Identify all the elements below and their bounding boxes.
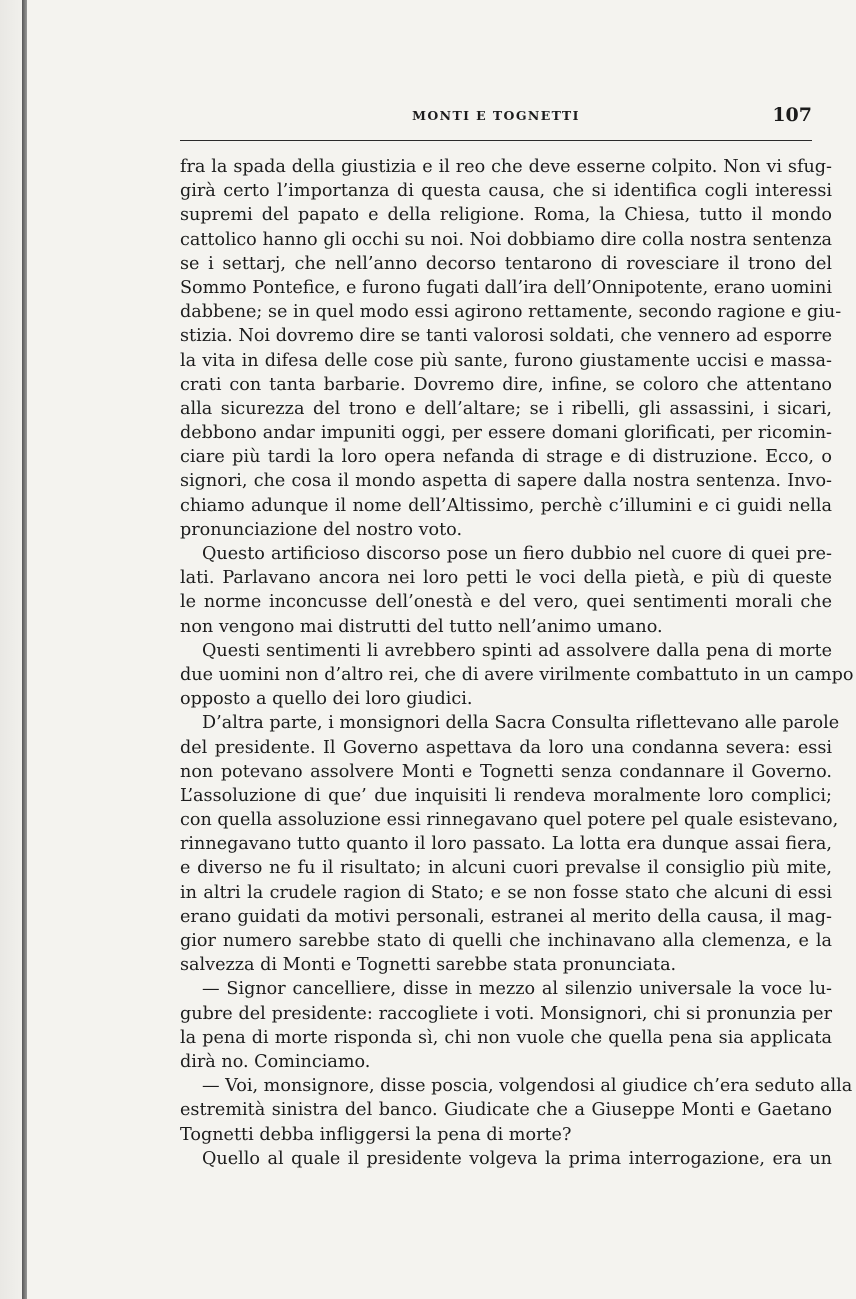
text-line: dabbene; se in quel modo essi agirono rettamente, secondo ragione e giu- <box>180 302 842 323</box>
text-line: e diverso ne fu il risultato; in alcuni cuori prevalse il consiglio più mite, <box>180 858 832 879</box>
page-number: 107 <box>772 104 812 126</box>
text-line: Questo artificioso discorso pose un fiero dubbio nel cuore di quei pre- <box>202 544 832 564</box>
text-line: fra la spada della giustizia e il reo che deve esserne colpito. Non vi sfug- <box>180 157 832 177</box>
text-line: gubre del presidente: raccogliete i voti. Monsignori, chi si pronunzia per <box>180 1003 832 1024</box>
running-title: MONTI E TOGNETTI <box>412 108 580 123</box>
text-line: crati con tanta barbarie. Dovremo dire, infine, se coloro che attentano <box>180 374 832 395</box>
text-line: la pena di morte risponda sì, chi non vuole che quella pena sia applicata <box>180 1027 832 1048</box>
running-head <box>180 104 812 128</box>
text-line: se i settarj, che nell’anno decorso tentarono di rovesciare il trono del <box>180 253 832 274</box>
text-line: salvezza di Monti e Tognetti sarebbe stata pronunciata. <box>180 955 677 976</box>
text-line: Sommo Pontefice, e furono fugati dall’ira dell’Onnipotente, erano uomini <box>180 277 832 298</box>
text-line: pronunciazione del nostro voto. <box>180 519 463 540</box>
text-line: opposto a quello dei loro giudici. <box>180 689 473 710</box>
text-line: — Signor cancelliere, disse in mezzo al silenzio universale la voce lu- <box>202 979 832 1000</box>
text-line: due uomini non d’altro rei, che di avere virilmente combattuto in un campo <box>180 664 854 685</box>
text-line: la vita in difesa delle cose più sante, furono giustamente uccisi e massa- <box>180 350 832 371</box>
text-line: D’altra parte, i monsignori della Sacra Consulta riflettevano alle parole <box>202 713 840 734</box>
text-line: erano guidati da motivi personali, estranei al merito della causa, il mag- <box>180 906 832 927</box>
text-line: Quello al quale il presidente volgeva la prima interrogazione, era un <box>202 1148 832 1169</box>
text-line: L’assoluzione di que’ due inquisiti li rendeva moralmente loro complici; <box>180 785 832 806</box>
text-line: estremità sinistra del banco. Giudicate che a Giuseppe Monti e Gaetano <box>180 1100 832 1121</box>
text-line: Questi sentimenti li avrebbero spinti ad assolvere dalla pena di morte <box>202 640 832 661</box>
text-line: lati. Parlavano ancora nei loro petti le voci della pietà, e più di queste <box>180 568 832 589</box>
text-line: signori, che cosa il mondo aspetta di sapere dalla nostra sentenza. Invo- <box>180 471 832 492</box>
page-binding-edge <box>22 0 27 1299</box>
header-rule <box>180 140 812 141</box>
text-line: Tognetti debba infliggersi la pena di morte? <box>180 1124 572 1145</box>
body-text <box>180 155 854 1171</box>
text-line: ciare più tardi la loro opera nefanda di strage e di distruzione. Ecco, o <box>180 447 832 468</box>
text-line: non vengono mai distrutti del tutto nell’animo umano. <box>180 616 663 637</box>
text-line: del presidente. Il Governo aspettava da loro una condanna severa: essi <box>180 737 832 758</box>
text-line: chiamo adunque il nome dell’Altissimo, perchè c’illumini e ci guidi nella <box>180 495 832 516</box>
text-line: debbono andar impuniti oggi, per essere domani glorificati, per ricomin- <box>180 423 832 444</box>
text-line: supremi del papato e della religione. Roma, la Chiesa, tutto il mondo <box>180 205 832 226</box>
text-line: cattolico hanno gli occhi su noi. Noi dobbiamo dire colla nostra sentenza <box>180 229 832 250</box>
text-line: girà certo l’importanza di questa causa, che si identifica cogli interessi <box>180 181 832 202</box>
text-line: rinnegavano tutto quanto il loro passato. La lotta era dunque assai fiera, <box>180 834 832 855</box>
text-line: non potevano assolvere Monti e Tognetti senza condannare il Governo. <box>180 761 832 782</box>
text-line: stizia. Noi dovremo dire se tanti valorosi soldati, che vennero ad esporre <box>180 326 832 347</box>
text-line: gior numero sarebbe stato di quelli che inchinavano alla clemenza, e la <box>180 931 832 951</box>
text-line: in altri la crudele ragion di Stato; e se non fosse stato che alcuni di essi <box>180 882 832 903</box>
text-line: — Voi, monsignore, disse poscia, volgendosi al giudice ch’era seduto alla <box>202 1076 853 1097</box>
text-line: con quella assoluzione essi rinnegavano quel potere pel quale esistevano, <box>180 810 839 831</box>
text-line: alla sicurezza del trono e dell’altare; se i ribelli, gli assassini, i sicari, <box>180 398 832 419</box>
text-line: dirà no. Cominciamo. <box>180 1051 371 1072</box>
page-edge-shadow <box>0 0 22 1299</box>
text-line: le norme inconcusse dell’onestà e del vero, quei sentimenti morali che <box>180 592 832 613</box>
